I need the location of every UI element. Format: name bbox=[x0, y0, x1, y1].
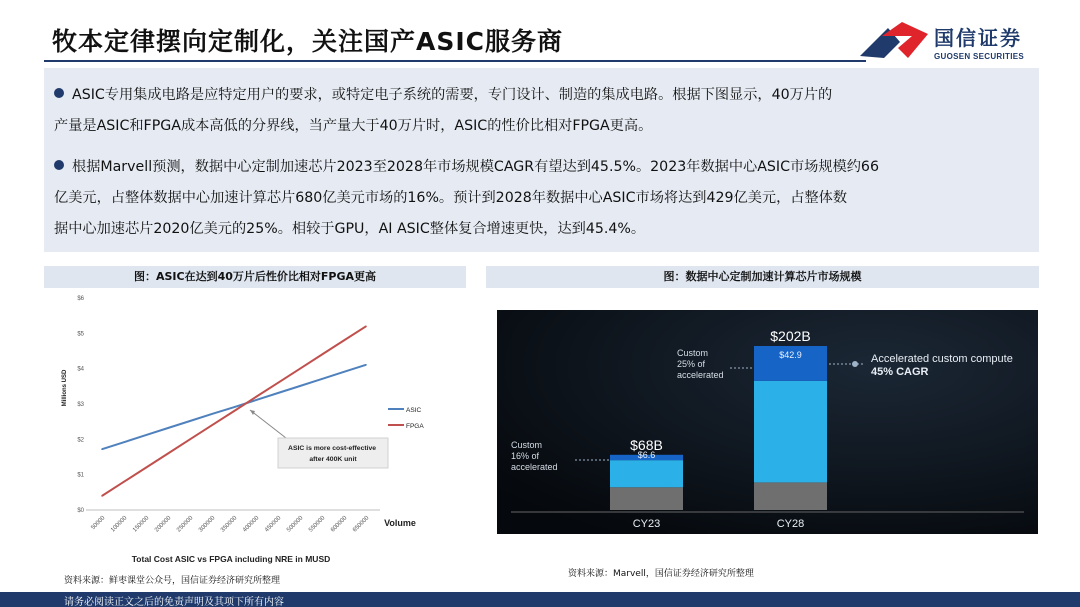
x-tick-label: 100000 bbox=[110, 515, 129, 534]
legend-fpga-label: FPGA bbox=[406, 423, 424, 430]
y-tick-label: $4 bbox=[77, 366, 84, 373]
summary-panel bbox=[44, 68, 1039, 252]
data-point bbox=[167, 427, 169, 429]
x-tick-label: 500000 bbox=[286, 515, 305, 534]
svg-text:Accelerated custom compute45%: Accelerated custom compute 45% CAGR bbox=[871, 353, 1013, 378]
data-point bbox=[167, 453, 169, 455]
footer-disclaimer: 请务必阅读正文之后的免责声明及其项下所有内容 bbox=[64, 597, 284, 607]
y-tick-label: $6 bbox=[77, 296, 84, 302]
category-label: CY28 bbox=[776, 518, 805, 530]
x-axis-title: Volume bbox=[384, 518, 416, 528]
data-point bbox=[101, 495, 103, 497]
x-tick-label: 200000 bbox=[154, 515, 173, 534]
x-tick-label: 300000 bbox=[198, 515, 217, 534]
custom-value-label: $6.6 bbox=[637, 450, 656, 461]
title-divider bbox=[44, 60, 866, 62]
data-point bbox=[343, 340, 345, 342]
custom-accelerator-market-chart bbox=[497, 310, 1038, 534]
data-point bbox=[233, 410, 235, 412]
summary-bullet-2 bbox=[54, 152, 1031, 245]
data-point bbox=[255, 396, 257, 398]
data-point bbox=[101, 448, 103, 450]
y-tick-label: $1 bbox=[77, 472, 84, 479]
annotation-text: ASIC is more cost-effective after 400K unit bbox=[288, 445, 377, 463]
page-title: 牧本定律摆向定制化，关注国产ASIC服务商 bbox=[52, 27, 564, 56]
data-point bbox=[365, 364, 367, 366]
data-point bbox=[277, 382, 279, 384]
bullet1-line1: ASIC专用集成电路是应特定用户的要求，或特定电子系统的需要，专门设计、制造的集成电路。根据下图显示，40万片的 bbox=[72, 87, 833, 103]
bullet2-line1: 根据Marvell预测，数据中心定制加速芯片2023至2028年市场规模CAGR有望达到45.5%。2023年数据中心ASIC市场规模约66 bbox=[72, 159, 879, 175]
y-tick-label: $3 bbox=[77, 402, 84, 408]
summary-bullet-1 bbox=[54, 80, 1031, 142]
custom-value-label: $42.9 bbox=[779, 350, 802, 360]
bar-segment-other bbox=[610, 487, 683, 510]
bar-total-label: $202B bbox=[770, 328, 811, 344]
x-tick-labels bbox=[90, 515, 371, 534]
logo-english: GUOSEN SECURITIES bbox=[934, 52, 1025, 61]
annotation-box bbox=[278, 438, 388, 468]
svg-text:Custom16% ofaccelerated: Custom 16% of accelerated bbox=[511, 440, 558, 472]
category-label: CY23 bbox=[632, 518, 661, 530]
x-tick-label: 450000 bbox=[264, 515, 283, 534]
x-tick-label: 600000 bbox=[330, 515, 349, 534]
x-tick-label: 250000 bbox=[176, 515, 195, 534]
data-point bbox=[145, 434, 147, 436]
bullet2-line2: 亿美元，占整体数据中心加速计算芯片680亿美元市场的16%。预计到2028年数据中心ASIC市场将达到429亿美元，占整体数 bbox=[54, 190, 848, 206]
annotation-arrow bbox=[250, 410, 286, 438]
data-point bbox=[123, 441, 125, 443]
bullet-dot-icon bbox=[54, 88, 64, 98]
data-point bbox=[255, 399, 257, 401]
data-point bbox=[211, 413, 213, 415]
bar-segment-other bbox=[754, 482, 827, 510]
data-point bbox=[145, 467, 147, 469]
right-figure-caption: 图：数据中心定制加速计算芯片市场规模 bbox=[486, 266, 1039, 288]
annotation-arrowhead bbox=[250, 410, 255, 415]
logo-chinese: 国信证券 bbox=[934, 26, 1022, 50]
annotation-dot bbox=[852, 361, 858, 367]
x-tick-label: 400000 bbox=[242, 515, 261, 534]
data-point bbox=[189, 420, 191, 422]
bar-segment-accelerated bbox=[610, 460, 683, 487]
data-point bbox=[299, 368, 301, 370]
data-point bbox=[233, 406, 235, 408]
svg-text:Custom25% ofaccelerated: Custom 25% of accelerated bbox=[677, 348, 724, 380]
data-point bbox=[365, 325, 367, 327]
footer-bar bbox=[0, 592, 1080, 607]
y-axis-title: Millions USD bbox=[62, 369, 68, 407]
bar-segment-accelerated bbox=[754, 381, 827, 483]
data-point bbox=[343, 371, 345, 373]
x-tick-label: 50000 bbox=[90, 515, 107, 532]
legend-asic-label: ASIC bbox=[406, 407, 422, 414]
chart-legend bbox=[388, 407, 424, 430]
right-figure-source: 资料来源：Marvell，国信证券经济研究所整理 bbox=[568, 569, 754, 579]
bullet-dot-icon bbox=[54, 160, 64, 170]
data-point bbox=[299, 385, 301, 387]
y-tick-label: $5 bbox=[77, 331, 84, 338]
left-figure-caption: 图：ASIC在达到40万片后性价比相对FPGA更高 bbox=[44, 266, 466, 288]
y-tick-label: $2 bbox=[77, 437, 84, 444]
asic-fpga-cost-chart bbox=[54, 292, 424, 572]
data-point bbox=[123, 481, 125, 483]
data-point bbox=[321, 378, 323, 380]
data-point bbox=[321, 354, 323, 356]
y-tick-labels bbox=[77, 296, 84, 514]
x-tick-label: 550000 bbox=[308, 515, 327, 534]
bullet1-line2: 产量是ASIC和FPGA成本高低的分界线，当产量大于40万片时，ASIC的性价比相对FPGA更高。 bbox=[54, 118, 653, 134]
x-tick-label: 650000 bbox=[352, 515, 371, 534]
left-figure-source: 资料来源：鲜枣课堂公众号，国信证券经济研究所整理 bbox=[64, 576, 281, 586]
data-point bbox=[211, 424, 213, 426]
data-point bbox=[189, 439, 191, 441]
bullet2-line3: 据中心加速芯片2020亿美元的25%。相较于GPU，AI ASIC整体复合增速更快，达到45.4%。 bbox=[54, 221, 646, 237]
x-tick-label: 150000 bbox=[132, 515, 151, 534]
data-point bbox=[277, 392, 279, 394]
x-tick-label: 350000 bbox=[220, 515, 239, 534]
chart-title: Total Cost ASIC vs FPGA including NRE in MUSD bbox=[131, 554, 331, 564]
bar-total-label: $68B bbox=[630, 436, 663, 453]
y-tick-label: $0 bbox=[77, 508, 84, 514]
